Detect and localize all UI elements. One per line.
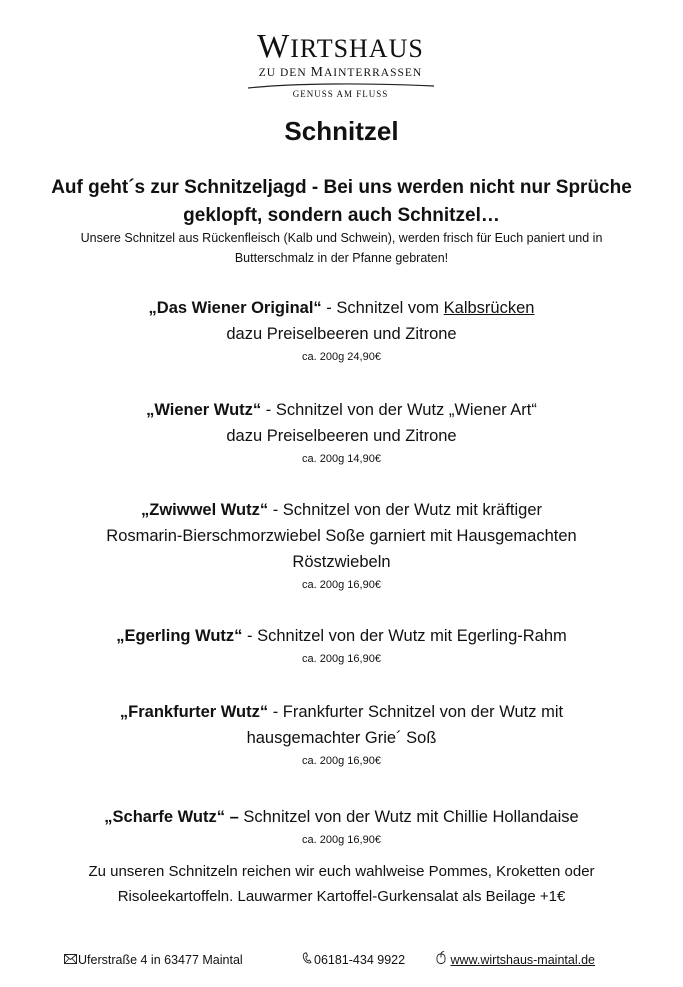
menu-item-description: „Frankfurter Wutz“ - Frankfurter Schnitzel von der Wutz mit (119, 703, 564, 721)
side-dishes-line1: Zu unseren Schnitzeln reichen wir euch wahlweise Pommes, Kroketten oder (88, 863, 595, 880)
logo-subline: ZU DEN MAINTERRASSEN (258, 65, 423, 80)
footer-website[interactable] (436, 950, 595, 970)
menu-item-wiener-wutz (40, 397, 643, 468)
menu-item-name: „Scharfe Wutz“ – (104, 808, 239, 826)
menu-item-wiener-original (40, 295, 643, 366)
menu-item-name: „Zwiwwel Wutz“ (141, 501, 269, 519)
side-dishes-note (40, 859, 643, 909)
envelope-icon (64, 950, 77, 970)
menu-item-price: ca. 200g 16,90€ (302, 834, 381, 846)
logo-tagline: GENUSS AM FLUSS (292, 89, 389, 99)
headline: Auf geht´s zur Schnitzeljagd - Bei uns werden nicht nur Sprüche geklopft, sondern auch Schnitzel… (51, 177, 632, 226)
menu-item-price: ca. 200g 16,90€ (302, 755, 381, 767)
menu-item-description-line3: Röstzwiebeln (292, 553, 391, 571)
menu-item-description-line2: Rosmarin-Bierschmorzwiebel Soße garniert mit Hausgemachten (106, 527, 577, 545)
footer-phone: 06181-434 9922 (302, 950, 405, 970)
menu-item-description: „Das Wiener Original“ - Schnitzel vom Kalbsrücken (148, 299, 535, 317)
menu-item-name: „Egerling Wutz“ (116, 627, 243, 645)
menu-item-egerling-wutz (40, 623, 643, 668)
menu-item-zwiwwel-wutz (40, 497, 643, 594)
menu-item-name: „Wiener Wutz“ (146, 401, 262, 419)
restaurant-logo (238, 28, 443, 104)
menu-item-description-line2: dazu Preiselbeeren und Zitrone (226, 325, 457, 343)
menu-item-scharfe-wutz (40, 804, 643, 849)
menu-item-name: „Das Wiener Original“ (148, 299, 322, 317)
menu-item-description-line2: hausgemachter Grie´ Soß (246, 729, 437, 747)
footer (0, 950, 683, 970)
menu-item-name: „Frankfurter Wutz“ (119, 703, 269, 721)
website-link[interactable]: www.wirtshaus-maintal.de (450, 953, 595, 967)
menu-item-frankfurter-wutz (40, 699, 643, 770)
menu-item-price: ca. 200g 14,90€ (302, 453, 381, 465)
intro-text: Unsere Schnitzel aus Rückenfleisch (Kalb und Schwein), werden frisch für Euch paniert und in Butterschmalz in der Pfanne gebraten! (80, 231, 603, 265)
menu-item-description-line2: dazu Preiselbeeren und Zitrone (226, 427, 457, 445)
menu-item-description: „Zwiwwel Wutz“ - Schnitzel von der Wutz mit kräftiger (141, 501, 542, 519)
menu-item-price: ca. 200g 16,90€ (302, 653, 381, 665)
phone-icon (302, 950, 313, 970)
logo-wordmark: WIRTSHAUS (257, 28, 424, 65)
menu-item-price: ca. 200g 16,90€ (302, 579, 381, 591)
menu-item-description: „Egerling Wutz“ - Schnitzel von der Wutz mit Egerling-Rahm (116, 627, 567, 645)
page-title: Schnitzel (284, 116, 399, 146)
mouse-icon (436, 950, 446, 970)
menu-item-price: ca. 200g 24,90€ (302, 351, 381, 363)
side-dishes-line2: Risoleekartoffeln. Lauwarmer Kartoffel-Gurkensalat als Beilage +1€ (117, 888, 566, 905)
footer-address: Uferstraße 4 in 63477 Maintal (64, 950, 243, 970)
menu-item-description: „Wiener Wutz“ - Schnitzel von der Wutz „Wiener Art“ (146, 401, 537, 419)
menu-item-description: „Scharfe Wutz“ – Schnitzel von der Wutz mit Chillie Hollandaise (104, 808, 579, 826)
